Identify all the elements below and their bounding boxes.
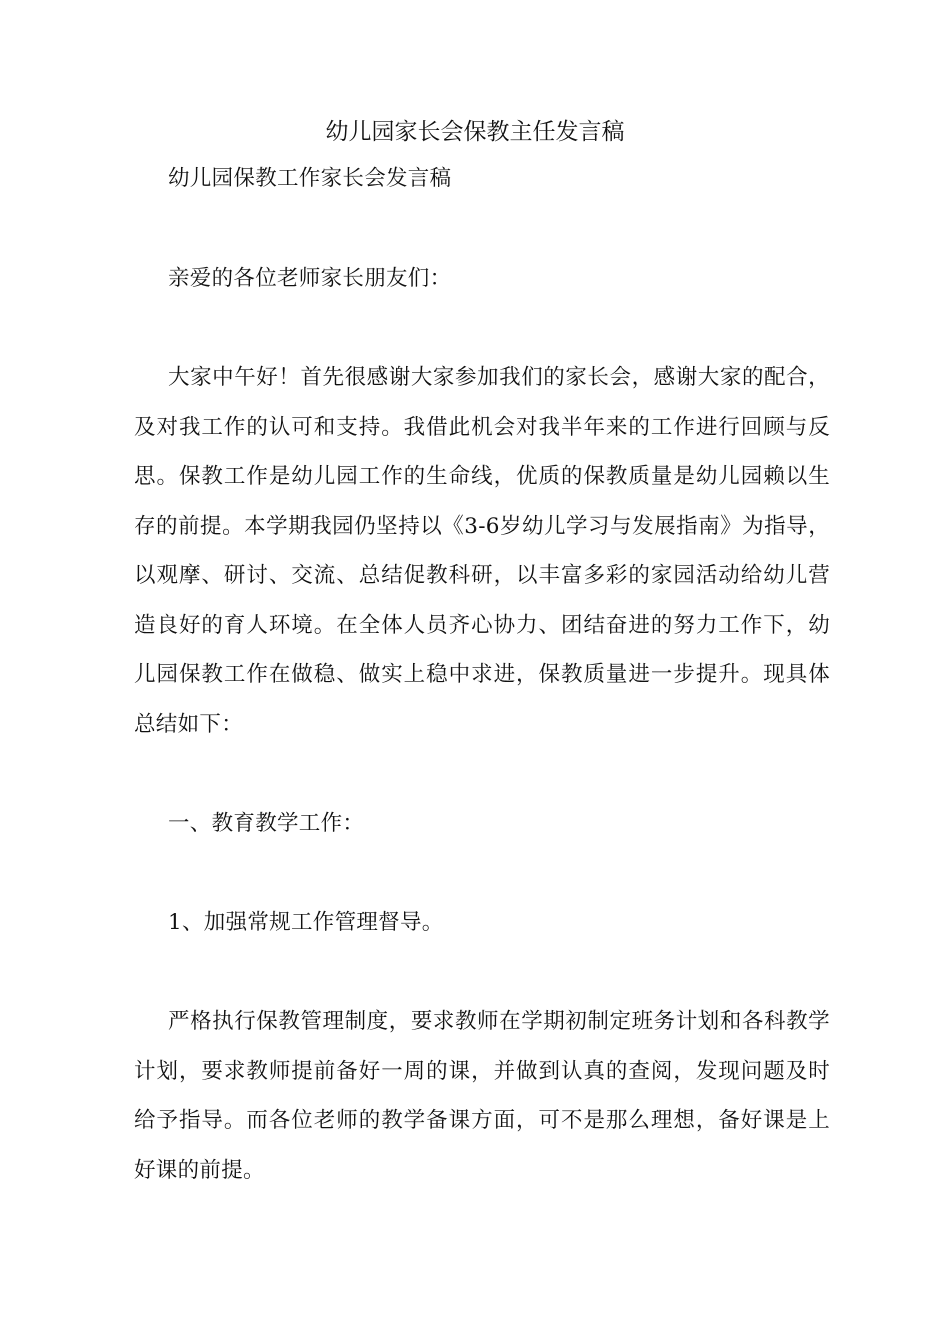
greeting-paragraph: 亲爱的各位老师家长朋友们： [168, 266, 452, 291]
section-heading-education: 一、教育教学工作： [168, 811, 365, 836]
subsection-heading-routine-management: 1、加强常规工作管理督导。 [168, 910, 444, 935]
routine-management-paragraph: 严格执行保教管理制度，要求教师在学期初制定班务计划和各科教学计划，要求教师提前备好一周的课，并做到认真的查阅，发现问题及时给予指导。而各位老师的教学备课方面，可不是那么理想，备好课是上好课的前提。 [134, 1009, 830, 1183]
intro-paragraph: 大家中午好！首先很感谢大家参加我们的家长会，感谢大家的配合，及对我工作的认可和支持。我借此机会对我半年来的工作进行回顾与反思。保教工作是幼儿园工作的生命线，优质的保教质量是幼儿园赖以生存的前提。本学期我园仍坚持以《3-6岁幼儿学习与发展指南》为指导，以观摩、研讨、交流、总结促教科研，以丰富多彩的家园活动给幼儿营造良好的育人环境。在全体人员齐心协力、团结奋进的努力工作下，幼儿园保教工作在做稳、做实上稳中求进，保教质量进一步提升。现具体总结如下： [134, 365, 830, 737]
document-title: 幼儿园家长会保教主任发言稿 [325, 119, 625, 145]
document-subtitle: 幼儿园保教工作家长会发言稿 [168, 166, 452, 191]
